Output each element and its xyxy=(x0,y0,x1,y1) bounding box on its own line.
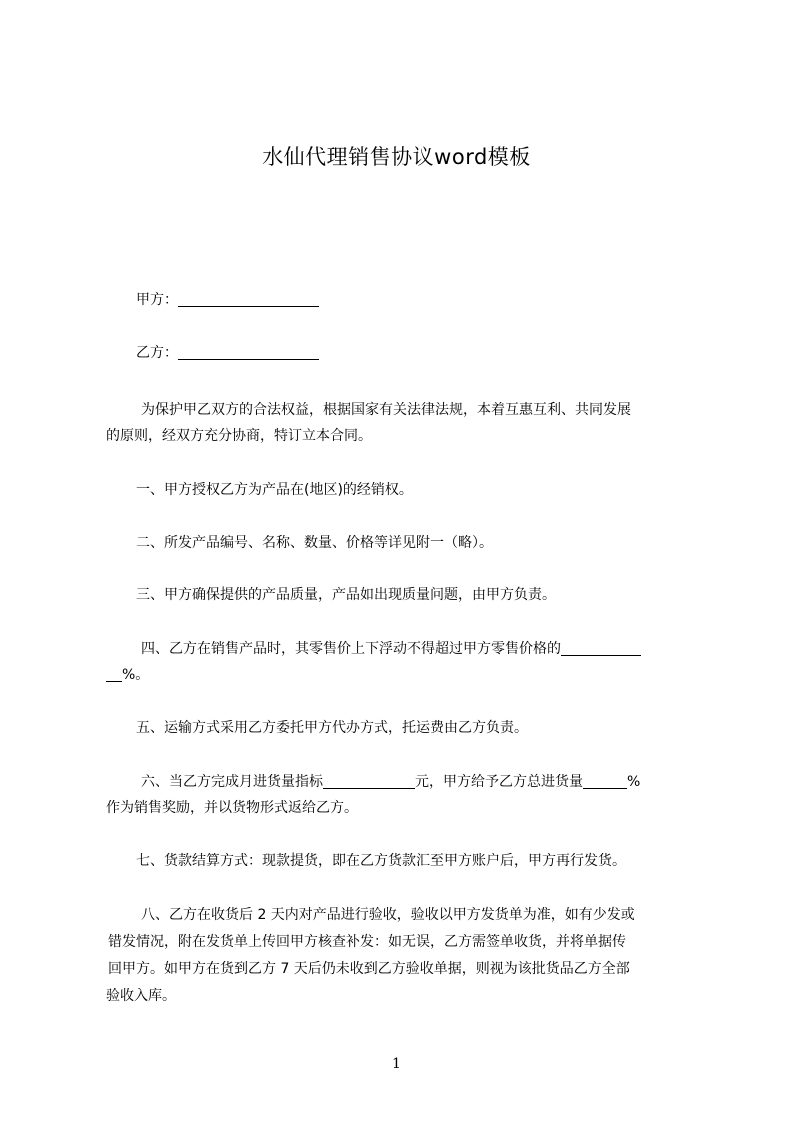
clause-6-amount-blank[interactable] xyxy=(323,772,415,789)
clause-2: 二、所发产品编号、名称、数量、价格等详见附一（略）。 xyxy=(136,535,493,551)
party-a-line xyxy=(106,287,731,313)
clause-3: 三、甲方确保提供的产品质量，产品如出现质量问题，由甲方负责。 xyxy=(136,587,556,603)
clause-4-line-1 xyxy=(106,636,736,662)
clause-8-line-2: 错发情况，附在发货单上传回甲方核查补发：如无误，乙方需签单收货，并将单据传 xyxy=(108,934,626,950)
clause-6-text-3: % xyxy=(627,774,641,790)
intro-line-1: 为保护甲乙双方的合法权益，根据国家有关法律法规，本着互惠互利、共同发展 xyxy=(141,402,631,418)
clause-4-suffix: %。 xyxy=(122,667,150,683)
party-b-blank[interactable] xyxy=(178,343,319,360)
document-title: 水仙代理销售协议word模板 xyxy=(262,145,531,169)
clause-8-line-1: 八、乙方在收货后 2 天内对产品进行验收，验收以甲方发货单为准，如有少发或 xyxy=(141,907,635,923)
clause-8-line-3: 回甲方。如甲方在货到乙方 7 天后仍未收到乙方验收单据，则视为该批货品乙方全部 xyxy=(108,961,630,977)
party-a-label: 甲方： xyxy=(136,292,178,308)
clause-6-text-2: 元，甲方给予乙方总进货量 xyxy=(415,774,583,790)
clause-4-line-2 xyxy=(106,662,701,688)
clause-7: 七、货款结算方式：现款提货，即在乙方货款汇至甲方账户后，甲方再行发货。 xyxy=(136,853,626,869)
party-a-blank[interactable] xyxy=(178,290,319,307)
clause-1: 一、甲方授权乙方为产品在(地区)的经销权。 xyxy=(136,482,413,498)
clause-5: 五、运输方式采用乙方委托甲方代办方式，托运费由乙方负责。 xyxy=(136,720,528,736)
party-b-line xyxy=(106,340,731,366)
clause-6-percent-blank[interactable] xyxy=(583,772,627,789)
clause-6-line-1 xyxy=(106,769,736,795)
clause-6-line-2: 作为销售奖励，并以货物形式返给乙方。 xyxy=(106,800,358,816)
clause-4-blank[interactable] xyxy=(561,639,641,656)
party-b-label: 乙方： xyxy=(136,345,178,361)
page-number: 1 xyxy=(392,1056,401,1072)
clause-4-blank-cont[interactable] xyxy=(106,665,122,682)
clause-8-line-4: 验收入库。 xyxy=(106,988,176,1004)
intro-line-2: 的原则，经双方充分协商，特订立本合同。 xyxy=(106,428,372,444)
clause-6-text-1: 六、当乙方完成月进货量指标 xyxy=(141,774,323,790)
clause-4-text: 四、乙方在销售产品时，其零售价上下浮动不得超过甲方零售价格的 xyxy=(141,641,561,657)
